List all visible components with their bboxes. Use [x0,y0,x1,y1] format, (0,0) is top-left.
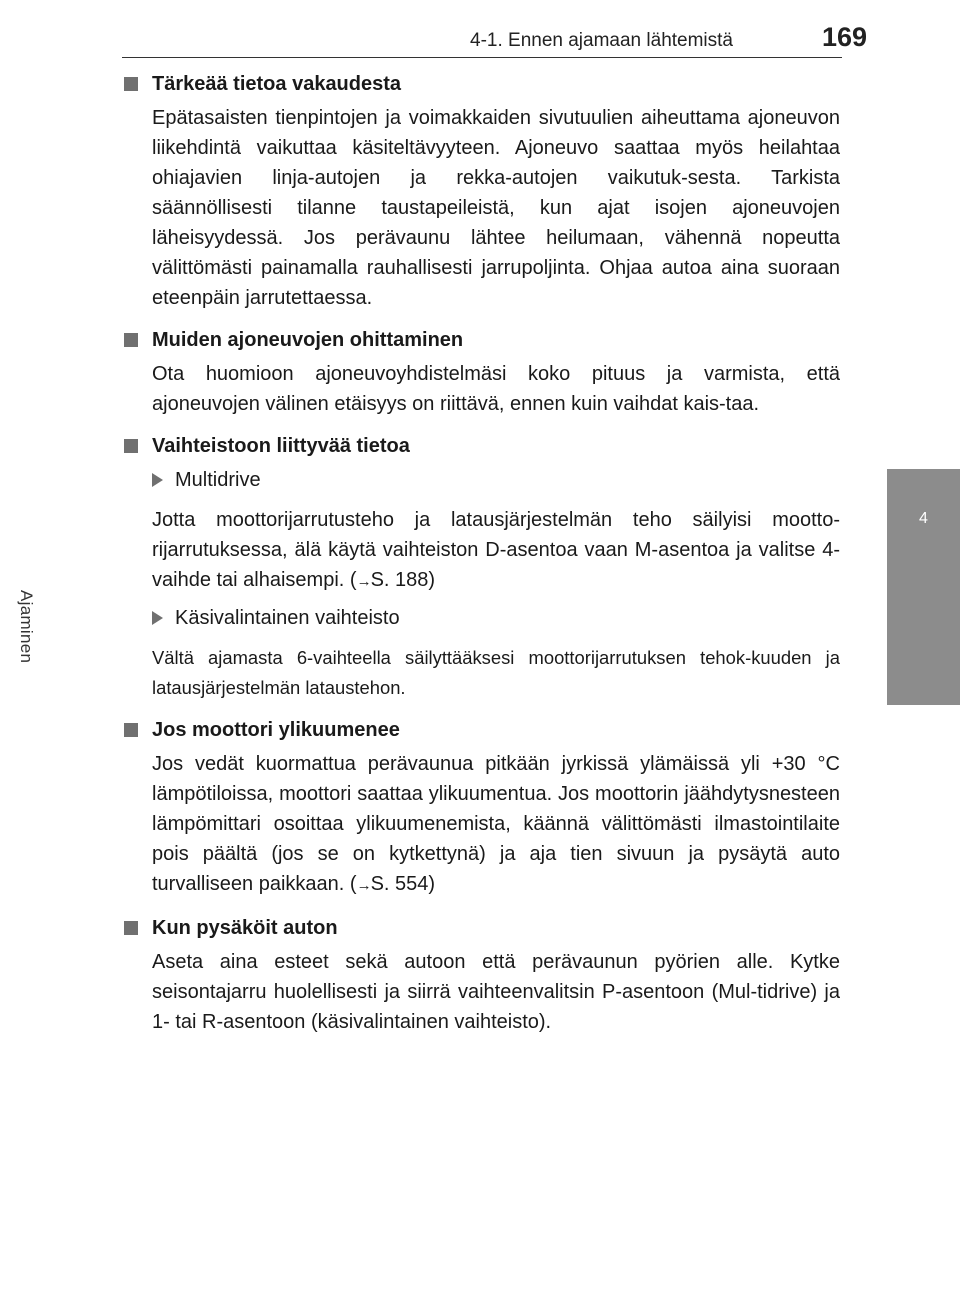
arrow-right-icon: → [356,573,371,590]
subheading-text: Käsivalintainen vaihteisto [175,607,400,629]
chapter-tab [887,469,960,705]
section-overheating [124,715,840,901]
page-content [124,69,840,1049]
subheading-multidrive [152,465,840,495]
heading-text: Muiden ajoneuvojen ohittaminen [152,329,464,351]
paragraph-text: Jotta moottorijarrutusteho ja latausjärjestelmän teho säilyisi mootto-rijarrutuksessa, älä käytä vaihteiston D-asentoa vaan M-asentoa ja valitse 4-vaihde tai alhaisempi. ( [152,509,840,591]
square-bullet-icon [124,439,138,453]
header-divider [122,57,842,58]
section-heading [124,431,840,461]
section-parking [124,913,840,1037]
page-header [0,0,960,64]
section-heading [124,325,840,355]
section-paragraph [152,749,840,901]
section-paragraph: Aseta aina esteet sekä autoon että perävaunun pyörien alle. Kytke seisontajarru huolellisesti ja siirrä vaihteenvalitsin P-asentoon (Mul-tidrive) ja 1- tai R-asentoon (käsivalintainen vaihteisto). [152,951,840,1033]
section-heading [124,69,840,99]
subheading-text: Multidrive [175,469,261,491]
heading-text: Jos moottori ylikuumenee [152,719,400,741]
square-bullet-icon [124,921,138,935]
page-number: 169 [822,22,868,52]
section-paragraph: Epätasaisten tienpintojen ja voimakkaiden sivutuulien aiheuttama ajoneuvon liikehdintä vaikuttaa käsiteltävyyteen. Ajoneuvo saattaa myös heilahtaa ohiajavien linja-autojen ja rekka-autojen vaikutuk-sesta. Tarkista säännöllisesti tilanne taustapeileistä, kun ajat isojen ajoneuvojen läheisyydessä. Jos perävaunu lähtee heilumaan, vähennä nopeutta välittömästi painamalla rauhallisesti jarrupoljinta. Ohjaa autoa aina suoraan eteenpäin jarrutettaessa. [152,107,840,309]
paragraph-text: Jos vedät kuormattua perävaunua pitkään jyrkissä ylämäissä yli +30 °C lämpötiloissa, moottori saattaa ylikuumentua. Jos moottorin jäähdytysnesteen lämpömittari osoittaa ylikuumenemista, käännä välittömästi ilmastointilaite pois päältä (jos se on kytkettynä) ja aja tien sivuun ja pysäytä auto turvalliseen paikkaan. ( [152,753,840,895]
section-heading [124,913,840,943]
section-heading [124,715,840,745]
triangle-bullet-icon [152,473,163,487]
section-overtaking [124,325,840,419]
section-paragraph [152,505,840,597]
subheading-manual [152,603,840,633]
arrow-right-icon: → [356,877,371,894]
heading-text: Tärkeää tietoa vakaudesta [152,73,402,95]
chapter-number: 4 [919,510,928,527]
section-paragraph: Vältä ajamasta 6-vaihteella säilyttääksesi moottorijarrutuksen tehok-kuuden ja latausjärjestelmän lataustehon. [152,647,840,698]
section-stability [124,69,840,313]
section-paragraph: Ota huomioon ajoneuvoyhdistelmäsi koko pituus ja varmista, että ajoneuvojen välinen etäisyys on riittävä, ennen kuin vaihdat kais-taa. [152,363,840,415]
triangle-bullet-icon [152,611,163,625]
header-section-title: 4-1. Ennen ajamaan lähtemistä [470,30,733,51]
heading-text: Vaihteistoon liittyvää tietoa [152,435,410,457]
square-bullet-icon [124,77,138,91]
section-transmission [124,431,840,703]
heading-text: Kun pysäköit auton [152,917,338,939]
square-bullet-icon [124,333,138,347]
page-reference-link[interactable]: S. 554) [370,873,436,895]
square-bullet-icon [124,723,138,737]
chapter-label: Ajaminen [17,590,36,664]
page-reference-link[interactable]: S. 188) [370,569,436,591]
